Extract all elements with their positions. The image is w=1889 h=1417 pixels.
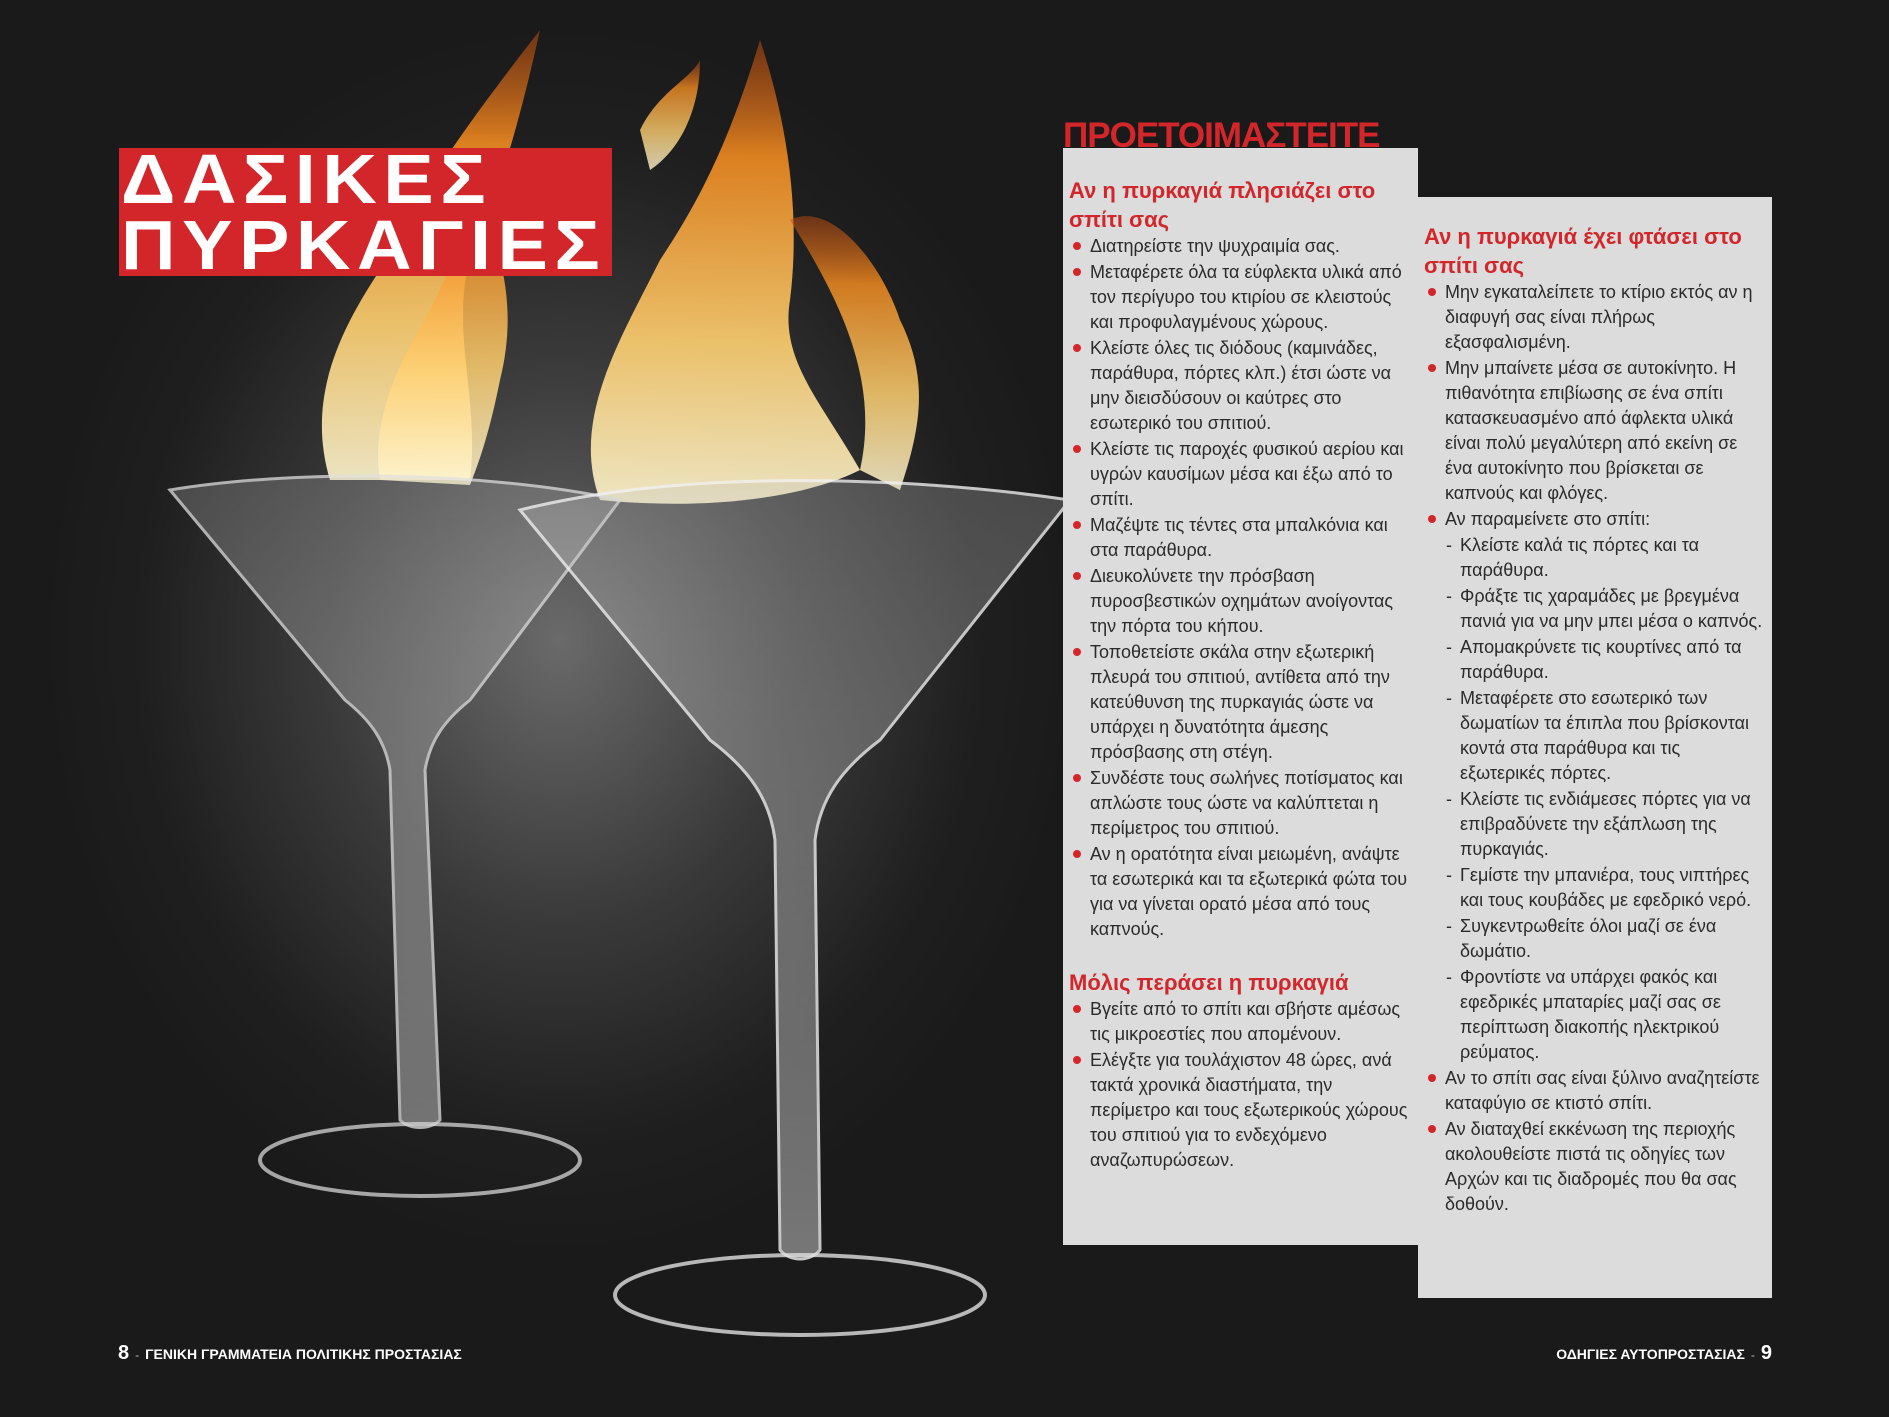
sub-list-item: - Μεταφέρετε στο εσωτερικό των δωματίων τα έπιπλα που βρίσκονται κοντά στα παράθυρα και τις εξωτερικές πόρτες. [1424, 686, 1766, 786]
footer-left-text: ΓΕΝΙΚΗ ΓΡΑΜΜΑΤΕΙΑ ΠΟΛΙΤΙΚΗΣ ΠΡΟΣΤΑΣΙΑΣ [145, 1346, 462, 1362]
list-item: Βγείτε από το σπίτι και σβήστε αμέσως τις μικροεστίες που απομένουν. [1069, 997, 1412, 1047]
after-fire-list [1069, 997, 1412, 1173]
list-item: Μην μπαίνετε μέσα σε αυτοκίνητο. Η πιθανότητα επιβίωσης σε ένα σπίτι κατασκευασμένο από άφλεκτα υλικά είναι πολύ μεγαλύτερη από εκείνη σε ένα αυτοκίνητο που βρίσκεται σε καπνούς και φλόγες. [1424, 356, 1766, 506]
section-title-reached: Αν η πυρκαγιά έχει φτάσει στο σπίτι σας [1424, 224, 1742, 278]
list-item: Διατηρείστε την ψυχραιμία σας. [1069, 234, 1412, 259]
sub-list-item: - Φροντίστε να υπάρχει φακός και εφεδρικές μπαταρίες μαζί σας σε περίπτωση διακοπής ηλεκτρικού ρεύματος. [1424, 965, 1766, 1065]
section-header: ΠΡΟΕΤΟΙΜΑΣΤΕΙΤΕ [1063, 116, 1380, 155]
list-item: Κλείστε τις παροχές φυσικού αερίου και υγρών καυσίμων μέσα και έξω από το σπίτι. [1069, 437, 1412, 512]
sub-list-item: - Συγκεντρωθείτε όλοι μαζί σε ένα δωμάτιο. [1424, 914, 1766, 964]
list-item: Μην εγκαταλείπετε το κτίριο εκτός αν η διαφυγή σας είναι πλήρως εξασφαλισμένη. [1424, 280, 1766, 355]
approaching-list [1069, 234, 1412, 942]
list-item: Διευκολύνετε την πρόσβαση πυροσβεστικών οχημάτων ανοίγοντας την πόρτα του κήπου. [1069, 564, 1412, 639]
sub-list-item: - Κλείστε καλά τις πόρτες και τα παράθυρα. [1424, 533, 1766, 583]
footer-separator: - [1750, 1348, 1755, 1362]
list-item: Συνδέστε τους σωλήνες ποτίσματος και απλώστε τους ώστε να καλύπτεται η περίμετρος του σπιτιού. [1069, 766, 1412, 841]
instructions-column-1 [1063, 148, 1418, 1245]
page-title: ΔΑΣΙΚΕΣ ΠΥΡΚΑΓΙΕΣ [121, 140, 607, 284]
footer-left [118, 1342, 462, 1365]
sub-list-item: - Φράξτε τις χαραμάδες με βρεγμένα πανιά για να μην μπει μέσα ο καπνός. [1424, 584, 1766, 634]
sub-list-item: - Απομακρύνετε τις κουρτίνες από τα παράθυρα. [1424, 635, 1766, 685]
list-item: Αν η ορατότητα είναι μειωμένη, ανάψτε τα εσωτερικά και τα εξωτερικά φώτα του για να γίνεται ορατό μέσα από τους καπνούς. [1069, 842, 1412, 942]
reached-list [1424, 280, 1766, 1217]
list-item: Ελέγξτε για τουλάχιστον 48 ώρες, ανά τακτά χρονικά διαστήματα, την περίμετρο και τους εξωτερικούς χώρους του σπιτιού για το ενδεχόμενο αναζωπυρώσεων. [1069, 1048, 1412, 1173]
page-number-left: 8 [118, 1342, 130, 1364]
list-item: Κλείστε όλες τις διόδους (καμινάδες, παράθυρα, πόρτες κλπ.) έτσι ώστε να μην διεισδύσουν οι καύτρες στο εσωτερικό του σπιτιού. [1069, 336, 1412, 436]
list-item: Αν παραμείνετε στο σπίτι: [1424, 507, 1766, 532]
list-item: Μεταφέρετε όλα τα εύφλεκτα υλικά από τον περίγυρο του κτιρίου σε κλειστούς και προφυλαγμένους χώρους. [1069, 260, 1412, 335]
footer-right [1556, 1342, 1772, 1365]
section-title-approaching: Αν η πυρκαγιά πλησιάζει στο σπίτι σας [1069, 178, 1376, 232]
footer-separator: - [135, 1348, 140, 1362]
sub-list-item: - Κλείστε τις ενδιάμεσες πόρτες για να επιβραδύνετε την εξάπλωση της πυρκαγιάς. [1424, 787, 1766, 862]
footer-right-text: ΟΔΗΓΙΕΣ ΑΥΤΟΠΡΟΣΤΑΣΙΑΣ [1556, 1346, 1745, 1362]
list-item: Αν διαταχθεί εκκένωση της περιοχής ακολουθείστε πιστά τις οδηγίες των Αρχών και τις διαδρομές που θα σας δοθούν. [1424, 1117, 1766, 1217]
list-item: Τοποθετείστε σκάλα στην εξωτερική πλευρά του σπιτιού, αντίθετα από την κατεύθυνση της πυρκαγιάς ώστε να υπάρχει η δυνατότητα άμεσης πρόσβασης στη στέγη. [1069, 640, 1412, 765]
list-item: Αν το σπίτι σας είναι ξύλινο αναζητείστε καταφύγιο σε κτιστό σπίτι. [1424, 1066, 1766, 1116]
page-number-right: 9 [1760, 1342, 1772, 1364]
instructions-column-2 [1418, 197, 1772, 1298]
sub-list-item: - Γεμίστε την μπανιέρα, τους νιπτήρες και τους κουβάδες με εφεδρικό νερό. [1424, 863, 1766, 913]
section-title-after-fire: Μόλις περάσει η πυρκαγιά [1069, 970, 1349, 995]
list-item: Μαζέψτε τις τέντες στα μπαλκόνια και στα παράθυρα. [1069, 513, 1412, 563]
